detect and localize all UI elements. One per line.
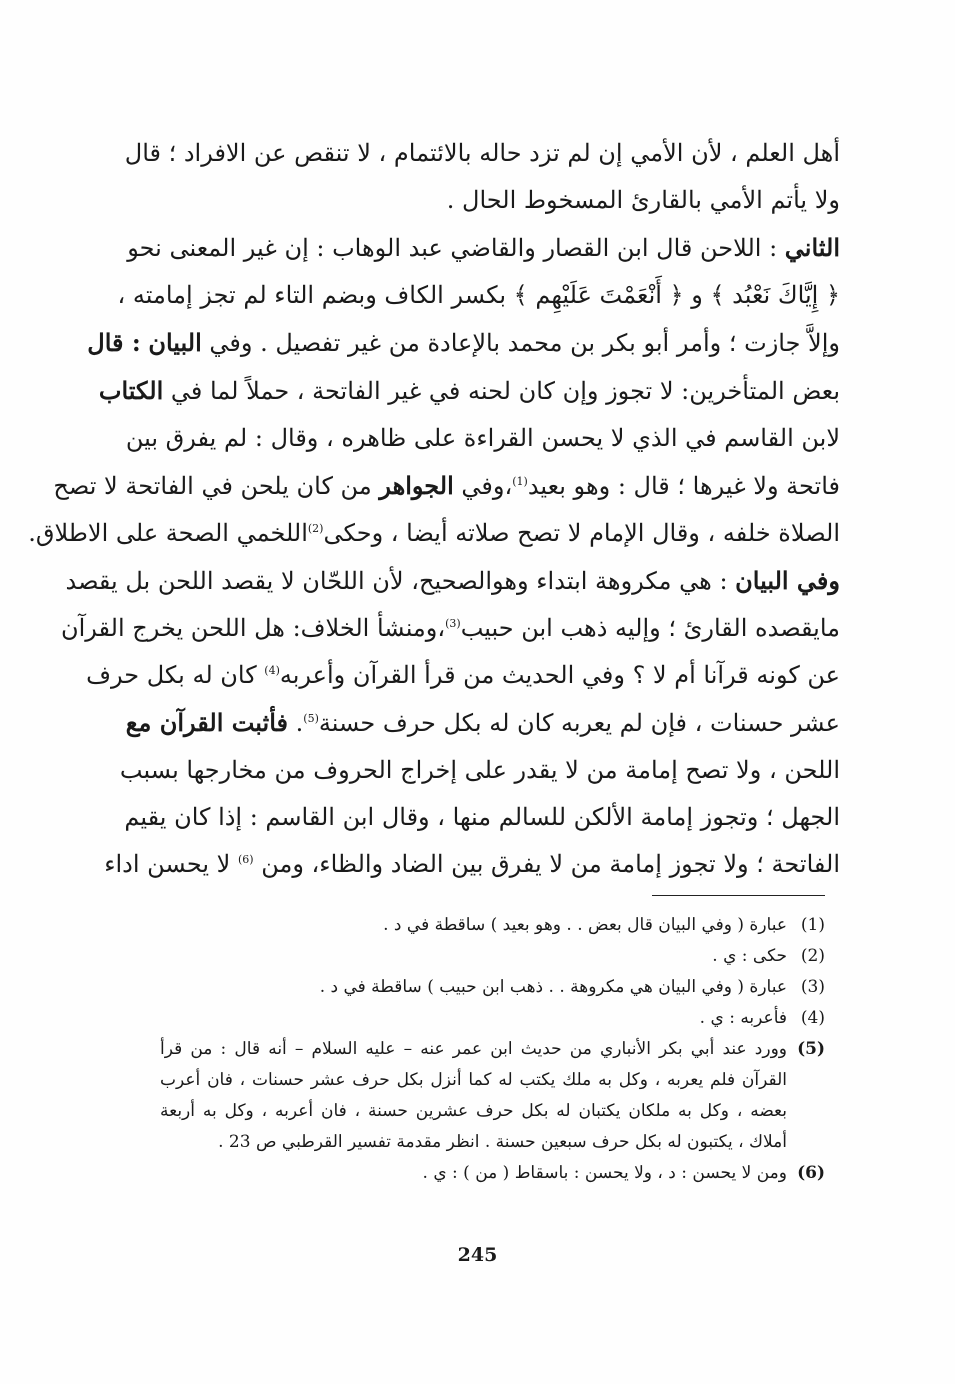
- footnote-text: وورد عند أبي بكر الأنباري من حديث ابن عمر عنه – عليه السلام – أنه قال : من قرأ القرآن فلم يعربه ، وكل به ملك يكتب له كما أنزل بكل حرف عشر حسنات ، فان أعرب بعضه ، وكل به ملكان يكتبان له بكل حرف عشرين حسنة ، فان أعربه ، وكل به أربعة أملاك ، يكتبون له بكل حرف سبعين حسنة . انظر مقدمة تفسير القرطبي ص 23 .: [160, 1039, 787, 1152]
- footnote: [160, 910, 825, 941]
- footnotes: [160, 910, 825, 1189]
- footnote-ref: (5): [303, 712, 319, 725]
- text-line: الثاني : اللاحن قال ابن القصار والقاضي عبد الوهاب : إن غير المعنى نحو: [127, 233, 840, 262]
- footnote-ref: (4): [264, 664, 280, 677]
- bold-term: فأثبت القرآن مع: [125, 708, 289, 737]
- footnote-ref: (2): [307, 522, 324, 535]
- footnote-number: (5): [797, 1039, 825, 1059]
- text-line: عشر حسنات ، فإن لم يعربه كان له بكل حرف حسنة$^{(5)}$. فأثبت القرآن مع: [125, 708, 840, 737]
- bold-term: وفي البيان: [735, 566, 840, 595]
- footnote-ref: (6): [237, 853, 254, 866]
- text-line: لابن القاسم في الذي لا يحسن القراءة على ظاهره ، وقال : لم يفرق بين: [125, 424, 840, 452]
- text-line: وإلاَّ جازت ؛ وأمر أبو بكر بن محمد بالإعادة من غير تفصيل . وفي البيان : قال: [87, 328, 840, 357]
- text-line: اللحن ، ولا تصح إمامة من لا يقدر على إخراج الحروف من مخارجها بسبب: [119, 756, 840, 784]
- page-number: 245: [457, 1244, 498, 1266]
- footnote-number: (3): [800, 977, 825, 997]
- footnote-ref: (1): [512, 475, 528, 488]
- footnote: [160, 1034, 825, 1158]
- bold-term: الكتاب: [98, 376, 164, 405]
- text-line: بعض المتأخرين: لا تجوز وإن كان لحنه في غير الفاتحة ، حملاً لما في الكتاب: [98, 376, 840, 405]
- text-line: وفي البيان : هي مكروهة ابتداء وهوالصحيح، لأن اللحّان لا يقصد اللحن بل يقصد: [65, 566, 840, 595]
- footnote-text: عبارة ( وفي البيان هي مكروهة . . ذهب ابن حبيب ) ساقطة في د .: [319, 977, 787, 997]
- footnote: [160, 972, 825, 1003]
- footnote-text: عبارة ( وفي البيان قال بعض . . وهو بعيد ) ساقطة في د .: [383, 915, 787, 935]
- text-line: مايقصده القارئ ؛ وإليه ذهب ابن حبيب$^{(3)}$،ومنشأ الخلاف: هل اللحن يخرج القرآن: [60, 614, 840, 642]
- footnote-number: (1): [800, 915, 825, 935]
- bold-term: الثاني: [784, 233, 840, 262]
- text-line: الصلاة خلفه ، وقال الإمام لا تصح صلاته أيضا ، وحكى$^{(2)}$اللخمي الصحة على الاطلاق.: [28, 519, 840, 547]
- footnote-text: فأعربه : ي .: [699, 1008, 787, 1028]
- footnote-ref: (3): [445, 617, 461, 630]
- footnote-number: (6): [797, 1163, 825, 1183]
- footnote: [160, 941, 825, 972]
- main-text: [28, 130, 840, 888]
- text-line: ولا يأتم الأمي بالقارئ المسخوط الحال .: [446, 186, 840, 214]
- text-line: الفاتحة ؛ ولا تجوز إمامة من لا يفرق بين الضاد والظاء، ومن $^{(6)}$ لا يحسن اداء: [104, 850, 840, 878]
- footnote-number: (2): [800, 946, 825, 966]
- footnote-text: حكى : ي .: [712, 946, 787, 966]
- footnote-divider: [652, 895, 825, 896]
- text-line: أهل العلم ، لأن الأمي إن لم تزد حاله بالائتمام ، لا تنقص عن الافراد ؛ قال: [124, 139, 840, 167]
- footnote-text: ومن لا يحسن : د ، ولا يحسن : باسقاط ( من ) : ي .: [422, 1163, 787, 1183]
- footnote-number: (4): [800, 1008, 825, 1028]
- text-line: ﴿ إِيَّاكَ نَعْبُد ﴾ و ﴿ أَنْعَمْتَ عَلَيْهِم ﴾ بكسر الكاف وبضم التاء لم تجز إمامته ،: [117, 281, 840, 309]
- text-line: عن كونه قرآنا أم لا ؟ وفي الحديث من قرأ القرآن وأعربه$^{(4)}$ كان له بكل حرف: [86, 661, 840, 689]
- text-line: الجهل ؛ وتجوز إمامة الألكن للسالم منها ، وقال ابن القاسم : إذا كان يقيم: [124, 803, 840, 831]
- bold-term: البيان: [148, 328, 202, 357]
- bold-term: الجواهر: [379, 471, 454, 500]
- text-line: فاتحة ولا غيرها ؛ قال : وهو بعيد$^{(1)}$،وفي الجواهر من كان يلحن في الفاتحة لا تصح: [53, 471, 840, 500]
- footnote: [160, 1003, 825, 1034]
- footnote: [160, 1158, 825, 1189]
